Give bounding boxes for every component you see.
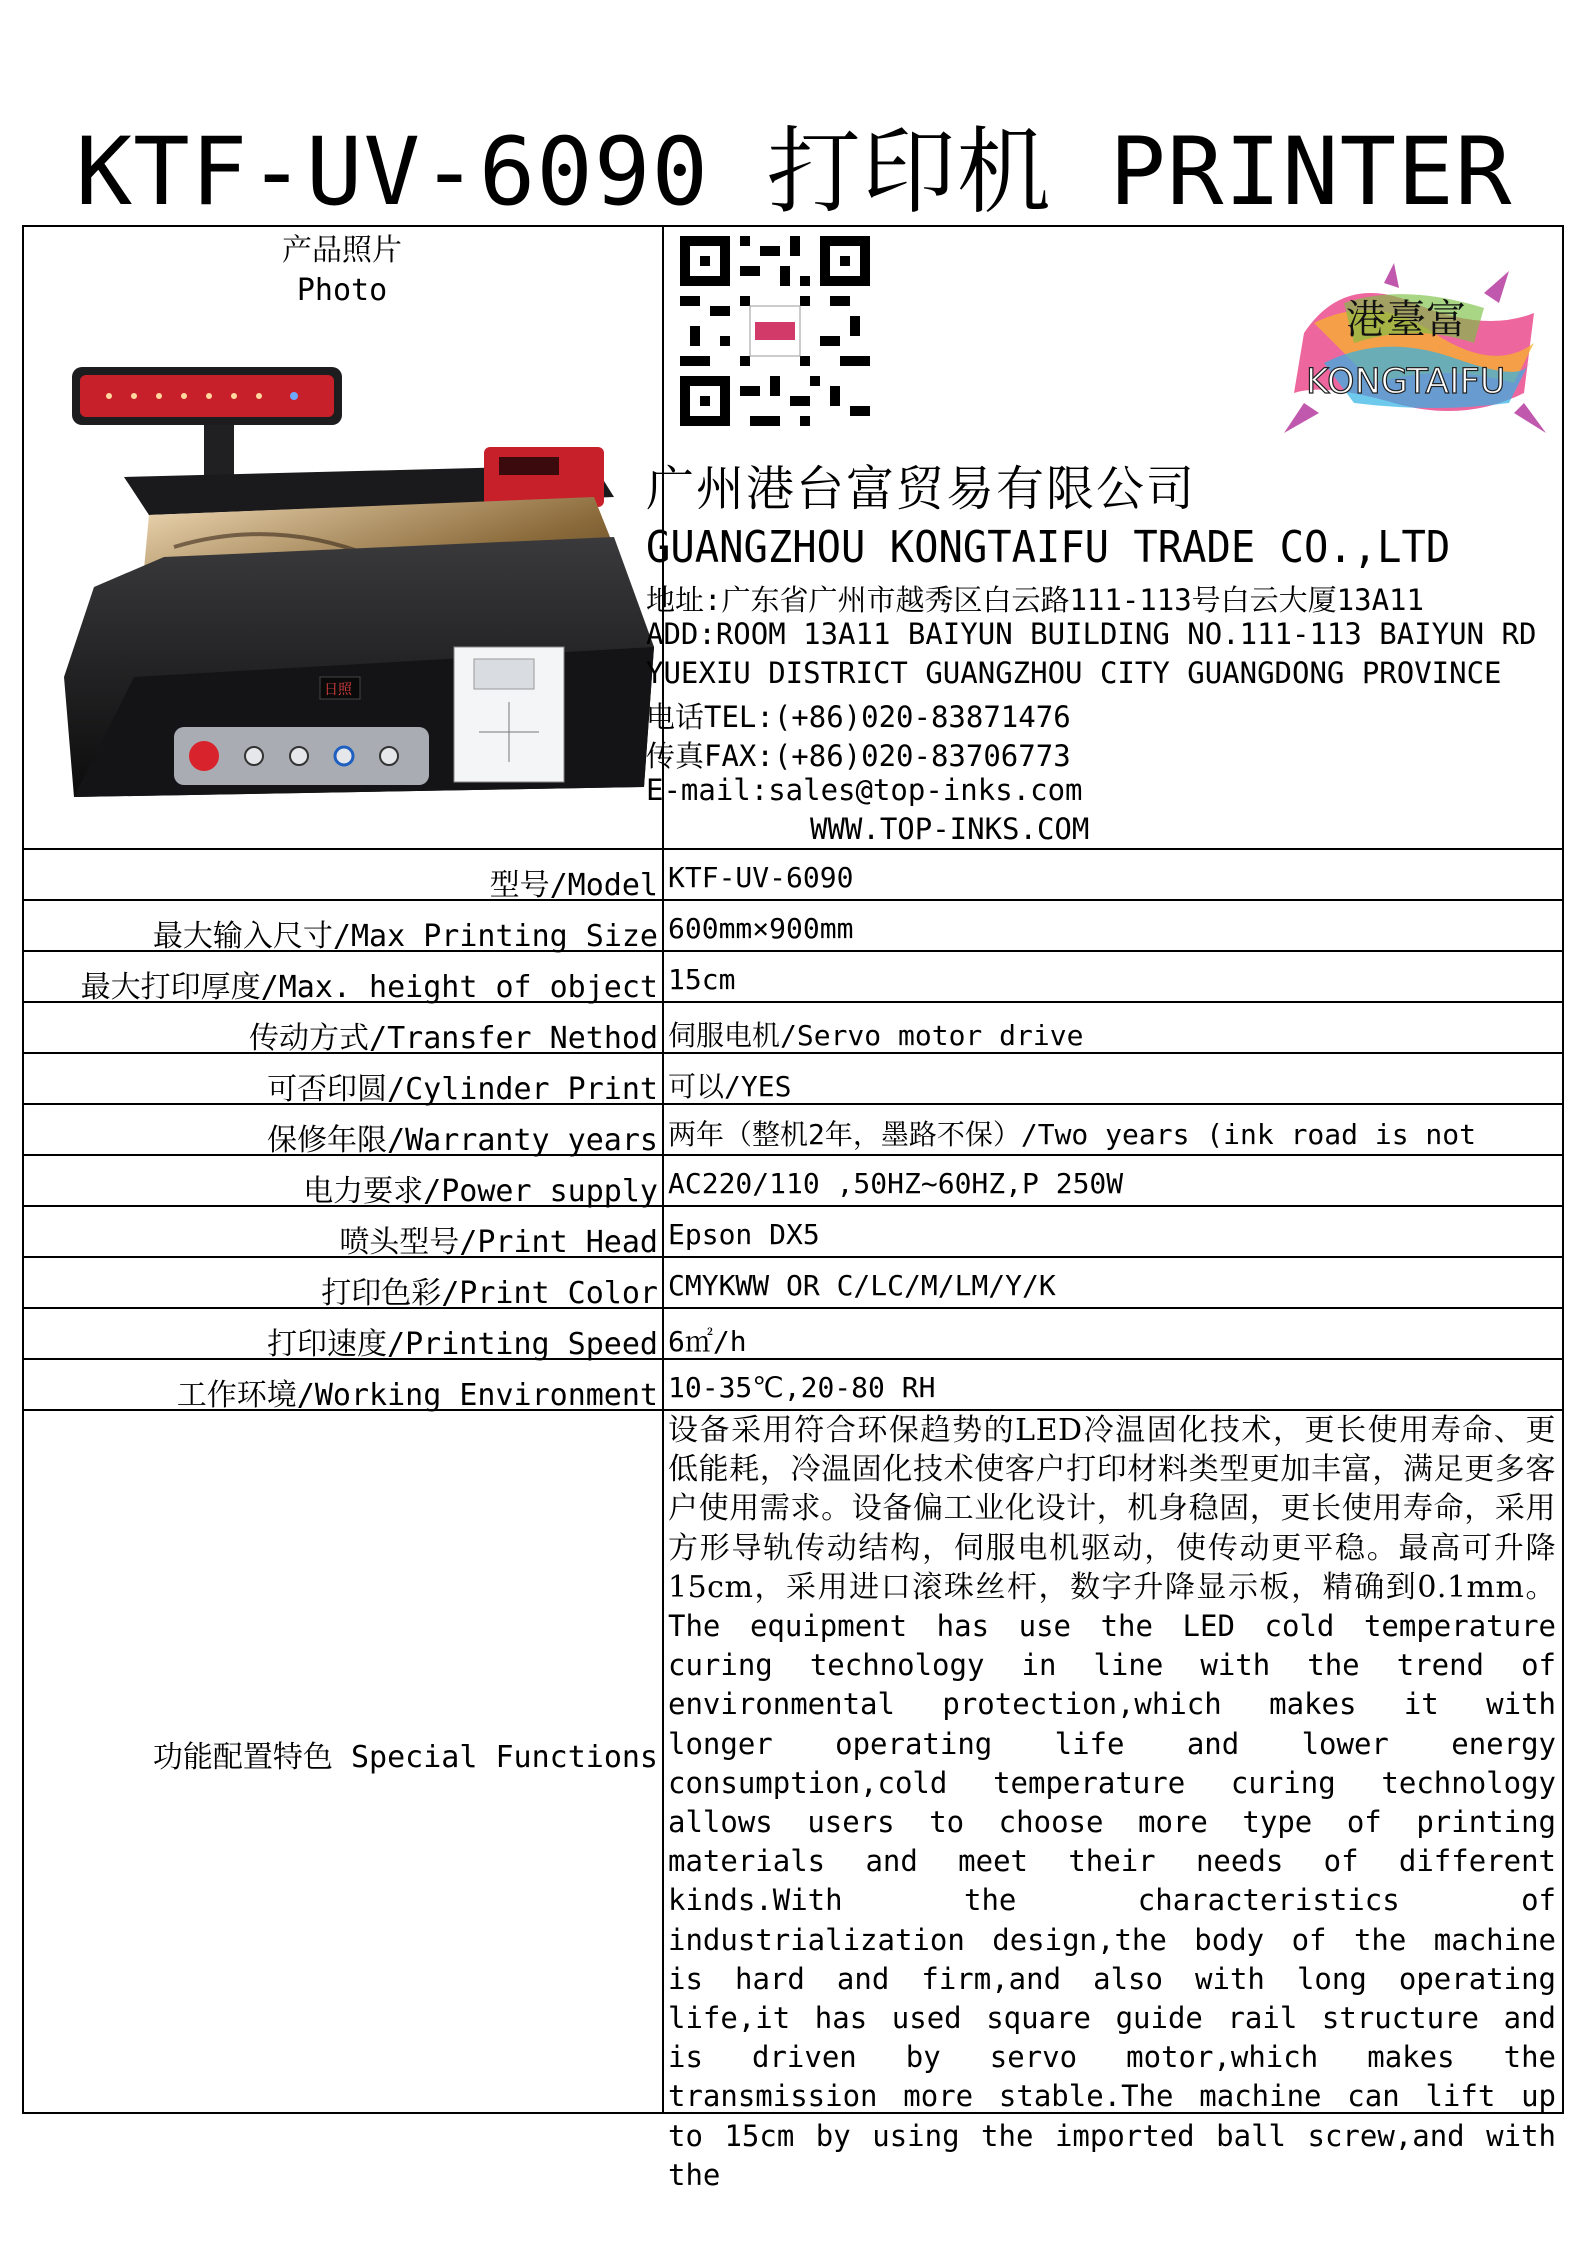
printer-photo — [54, 347, 664, 807]
spec-label-speed: 打印速度/Printing Speed — [267, 1327, 658, 1362]
spec-value-max-height: 15cm — [668, 963, 736, 996]
email: E-mail:sales@top-inks.com — [646, 773, 1083, 807]
spec-value-transfer: 伺服电机/Servo motor drive — [668, 1019, 1084, 1052]
svg-text:KONGTAIFU: KONGTAIFU — [1306, 362, 1506, 402]
photo-label-cn: 产品照片 — [282, 233, 402, 268]
spec-value-power: AC220/110 ,50HZ~60HZ,P 250W — [668, 1167, 1124, 1200]
page-title: KTF-UV-6090 打印机 PRINTER — [75, 118, 1513, 227]
spec-label-max-size: 最大输入尺寸/Max Printing Size — [152, 919, 658, 954]
address-en-line2: YUEXIU DISTRICT GUANGZHOU CITY GUANGDONG PROVINCE — [646, 656, 1502, 690]
spec-value-model: KTF-UV-6090 — [668, 861, 854, 894]
functions-description — [668, 1411, 1556, 2192]
spec-label-warranty: 保修年限/Warranty years — [267, 1123, 658, 1158]
spec-value-speed: 6㎡/h — [668, 1325, 747, 1358]
spec-value-environment: 10-35℃,20-80 RH — [668, 1371, 936, 1404]
spec-label-model: 型号/Model — [489, 868, 658, 903]
spec-value-warranty: 两年（整机2年，墨路不保）/Two years (ink road is not — [668, 1118, 1477, 1151]
spec-value-cylinder: 可以/YES — [668, 1070, 792, 1103]
functions-text-cn: 设备采用符合环保趋势的LED冷温固化技术，更长使用寿命、更低能耗，冷温固化技术使客户打印材料类型更加丰富，满足更多客户使用需求。设备偏工业化设计，机身稳固，更长使用寿命，采用方形导轨传动结构，伺服电机驱动，使传动更平稳。最高可升降15cm，采用进口滚珠丝杆，数字升降显示板，精确到0.1mm。 — [668, 1413, 1556, 1605]
spec-label-cylinder: 可否印圆/Cylinder Print — [267, 1072, 658, 1107]
address-en-line1: ADD:ROOM 13A11 BAIYUN BUILDING NO.111-113 BAIYUN RD — [646, 617, 1537, 651]
spec-value-print-head: Epson DX5 — [668, 1218, 820, 1251]
photo-label-en: Photo — [296, 273, 388, 308]
spec-label-environment: 工作环境/Working Environment — [176, 1378, 658, 1413]
kongtaifu-logo — [1284, 263, 1546, 443]
functions-text-en: The equipment has use the LED cold temperature curing technology in line with the trend of environmental protection,which makes it with longer operating life and lower energy consumption,cold temperature curing technology allows users to choose more type of printing materials and meet their needs of different kinds.With the characteristics of industrialization design,the body of the machine is hard and firm,and also with long operating life,it has used square guide rail structure and is driven by servo motor,which makes the transmission more stable.The machine can lift up to 15cm by using the imported ball screw,and with the — [668, 1609, 1556, 2192]
company-name-cn: 广州港台富贸易有限公司 — [646, 461, 1197, 517]
spec-value-max-size: 600mm×900mm — [668, 912, 854, 945]
website: WWW.TOP-INKS.COM — [810, 812, 1090, 846]
spec-label-print-color: 打印色彩/Print Color — [321, 1276, 658, 1311]
row-divider — [24, 848, 1562, 850]
svg-text:港臺富: 港臺富 — [1346, 297, 1466, 343]
spec-label-max-height: 最大打印厚度/Max. height of object — [80, 970, 658, 1005]
qr-code — [680, 233, 870, 429]
spec-label-power: 电力要求/Power supply — [303, 1174, 658, 1209]
address-cn: 地址:广东省广州市越秀区白云路111-113号白云大厦13A11 — [646, 583, 1424, 617]
spec-label-print-head: 喷头型号/Print Head — [339, 1225, 658, 1260]
company-name-en: GUANGZHOU KONGTAIFU TRADE CO.,LTD — [646, 522, 1451, 573]
svg-text:日照: 日照 — [324, 682, 352, 698]
telephone: 电话TEL:(+86)020-83871476 — [646, 700, 1071, 734]
fax: 传真FAX:(+86)020-83706773 — [646, 739, 1071, 773]
functions-label: 功能配置特色 Special Functions — [152, 1740, 658, 1775]
spec-value-print-color: CMYKWW OR C/LC/M/LM/Y/K — [668, 1269, 1056, 1302]
spec-label-transfer: 传动方式/Transfer Nethod — [249, 1021, 658, 1056]
